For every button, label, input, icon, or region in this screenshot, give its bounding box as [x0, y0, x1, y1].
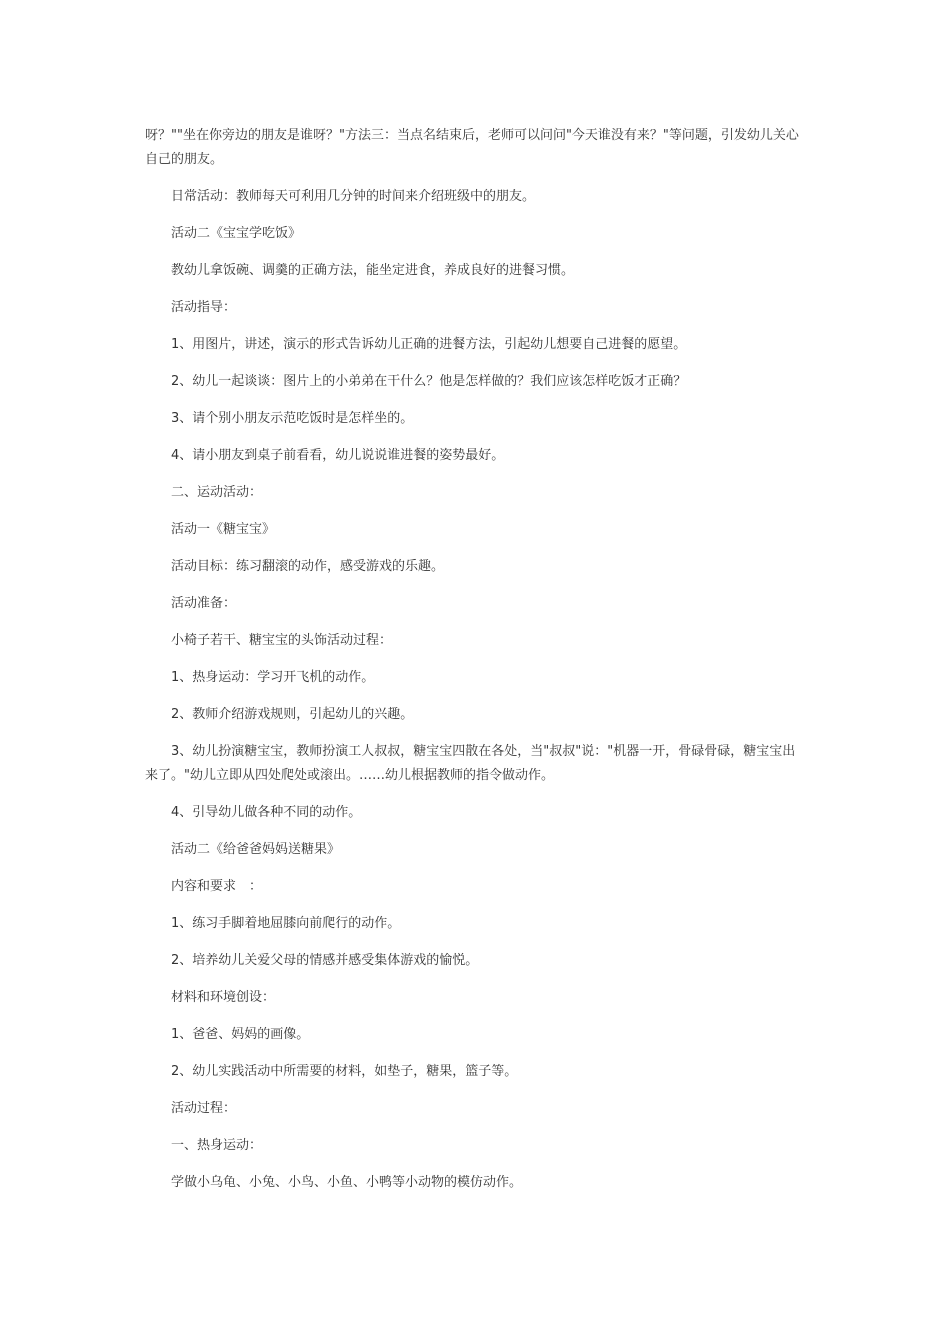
document-paragraph: 1、练习手脚着地屈膝向前爬行的动作。: [171, 916, 401, 931]
document-paragraph: 1、热身运动：学习开飞机的动作。: [171, 670, 375, 685]
document-paragraph: 1、用图片，讲述，演示的形式告诉幼儿正确的进餐方法，引起幼儿想要自己进餐的愿望。: [171, 337, 687, 352]
document-paragraph: 4、请小朋友到桌子前看看，幼儿说说谁进餐的姿势最好。: [171, 448, 505, 463]
document-paragraph: 活动二《给爸爸妈妈送糖果》: [171, 842, 341, 857]
document-paragraph: 材料和环境创设：: [171, 990, 276, 1005]
document-paragraph: 2、幼儿实践活动中所需要的材料，如垫子，糖果，篮子等。: [171, 1064, 518, 1079]
document-paragraph: 2、幼儿一起谈谈：图片上的小弟弟在干什么？他是怎样做的？我们应该怎样吃饭才正确？: [171, 374, 687, 389]
document-paragraph: 内容和要求 ：: [171, 879, 263, 894]
document-paragraph: 呀？""坐在你旁边的朋友是谁呀？"方法三：当点名结束后，老师可以问问"今天谁没有来？"等问题，引发幼儿关心自己的朋友。: [145, 128, 799, 167]
document-paragraph: 3、幼儿扮演糖宝宝，教师扮演工人叔叔，糖宝宝四散在各处，当"叔叔"说："机器一开，骨碌骨碌，糖宝宝出来了。"幼儿立即从四处爬处或滚出。……幼儿根据教师的指令做动作。: [145, 744, 796, 783]
document-paragraph: 活动指导：: [171, 300, 237, 315]
document-paragraph: 活动二《宝宝学吃饭》: [171, 226, 302, 241]
document-paragraph: 活动一《糖宝宝》: [171, 522, 276, 537]
document-paragraph: 教幼儿拿饭碗、调羹的正确方法，能坐定进食，养成良好的进餐习惯。: [171, 263, 575, 278]
document-paragraph: 活动准备：: [171, 596, 237, 611]
document-paragraph: 活动过程：: [171, 1101, 237, 1116]
document-paragraph: 小椅子若干、糖宝宝的头饰活动过程：: [171, 633, 393, 648]
document-paragraph: 2、教师介绍游戏规则，引起幼儿的兴趣。: [171, 707, 414, 722]
document-paragraph: 1、爸爸、妈妈的画像。: [171, 1027, 310, 1042]
document-paragraph: 二、运动活动：: [171, 485, 263, 500]
document-paragraph: 活动目标：练习翻滚的动作，感受游戏的乐趣。: [171, 559, 445, 574]
document-paragraph: 一、热身运动：: [171, 1138, 263, 1153]
document-paragraph: 学做小乌龟、小兔、小鸟、小鱼、小鸭等小动物的模仿动作。: [171, 1175, 523, 1190]
document-body: [145, 124, 807, 1208]
document-paragraph: 日常活动：教师每天可利用几分钟的时间来介绍班级中的朋友。: [171, 189, 536, 204]
document-paragraph: 3、请个别小朋友示范吃饭时是怎样坐的。: [171, 411, 414, 426]
document-paragraph: 2、培养幼儿关爱父母的情感并感受集体游戏的愉悦。: [171, 953, 479, 968]
document-paragraph: 4、引导幼儿做各种不同的动作。: [171, 805, 362, 820]
